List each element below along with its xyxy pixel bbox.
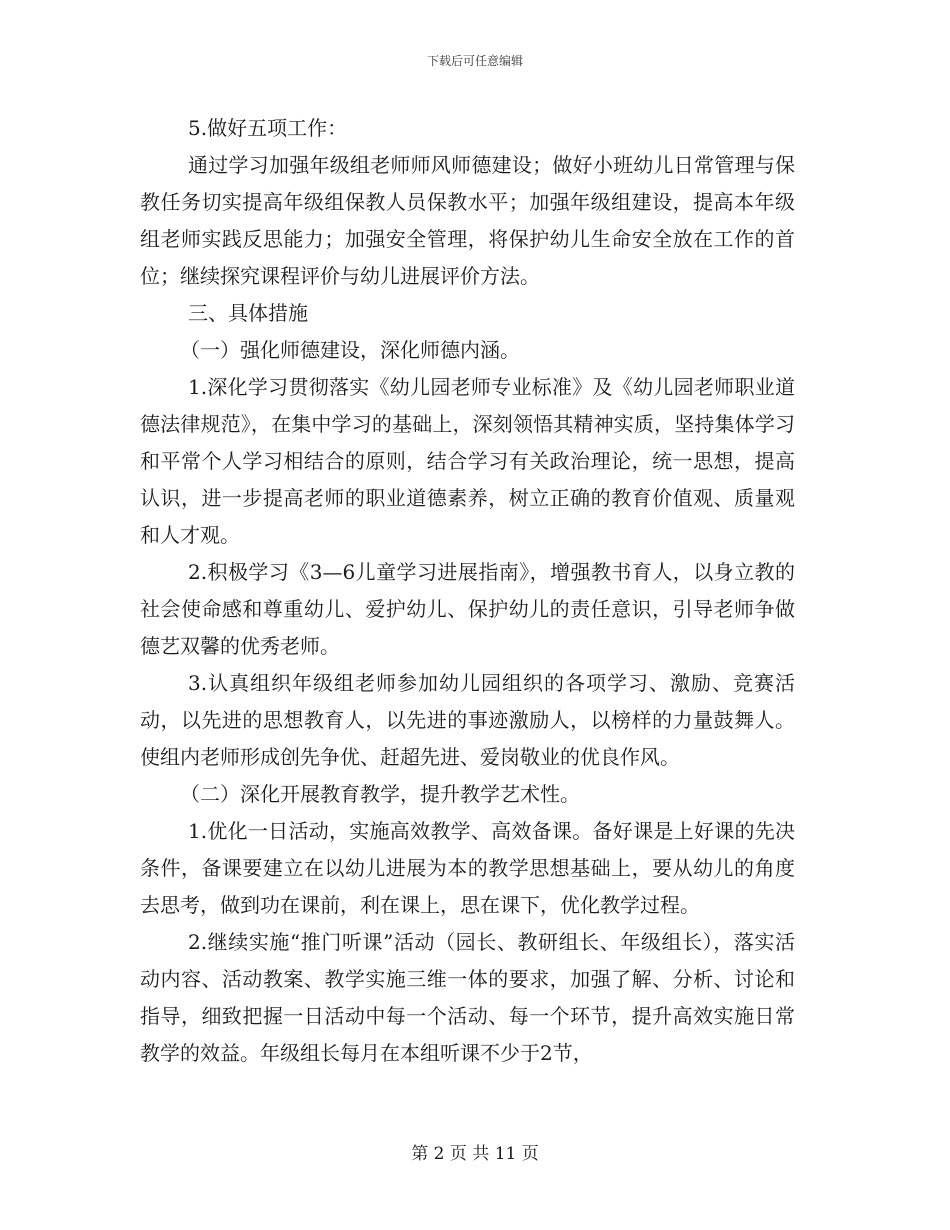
item5-title: 5.做好五项工作：: [188, 116, 348, 140]
document-body: [140, 110, 795, 1072]
section3-heading: 三、具体措施: [188, 301, 308, 325]
subsection2-paragraph-1: 1.优化一日活动，实施高效教学、高效备课。备好课是上好课的先决条件，备课要建立在以幼儿进展为本的教学思想基础上，要从幼儿的角度去思考，做到功在课前，利在课上，思在课下，优化教学过程。: [140, 819, 795, 917]
subsection2-paragraph-2: 2.继续实施“推门听课”活动（园长、教研组长、年级组长），落实活动内容、活动教案、教学实施三维一体的要求，加强了解、分析、讨论和指导，细致把握一日活动中每一个活动、每一个环节，提升高效实施日常教学的效益。年级组长每月在本组听课不少于2节，: [140, 930, 795, 1065]
subsection1-paragraph-2: 2.积极学习《3—6儿童学习进展指南》，增强教书育人，以身立教的社会使命感和尊重幼儿、爱护幼儿、保护幼儿的责任意识，引导老师争做德艺双馨的优秀老师。: [140, 560, 795, 658]
page-footer: 第 2 页 共 11 页: [411, 1144, 539, 1164]
subsection1-paragraph-3: 3.认真组织年级组老师参加幼儿园组织的各项学习、激励、竞赛活动，以先进的思想教育人，以先进的事迹激励人，以榜样的力量鼓舞人。使组内老师形成创先争优、赶超先进、爱岗敬业的优良作风。: [140, 671, 795, 769]
page-header: 下载后可任意编辑: [426, 54, 523, 68]
item5-paragraph: 通过学习加强年级组老师师风师德建设；做好小班幼儿日常管理与保教任务切实提高年级组保教人员保教水平；加强年级组建设，提高本年级组老师实践反思能力；加强安全管理，将保护幼儿生命安全放在工作的首位；继续探究课程评价与幼儿进展评价方法。: [140, 153, 795, 288]
subsection1-heading: （一）强化师德建设，深化师德内涵。: [180, 338, 520, 362]
subsection1-paragraph-1: 1.深化学习贯彻落实《幼儿园老师专业标准》及《幼儿园老师职业道德法律规范》，在集中学习的基础上，深刻领悟其精神实质，坚持集体学习和平常个人学习相结合的原则，结合学习有关政治理论，统一思想，提高认识，进一步提高老师的职业道德素养，树立正确的教育价值观、质量观和人才观。: [140, 375, 795, 547]
subsection2-heading: （二）深化开展教育教学，提升教学艺术性。: [180, 782, 580, 806]
